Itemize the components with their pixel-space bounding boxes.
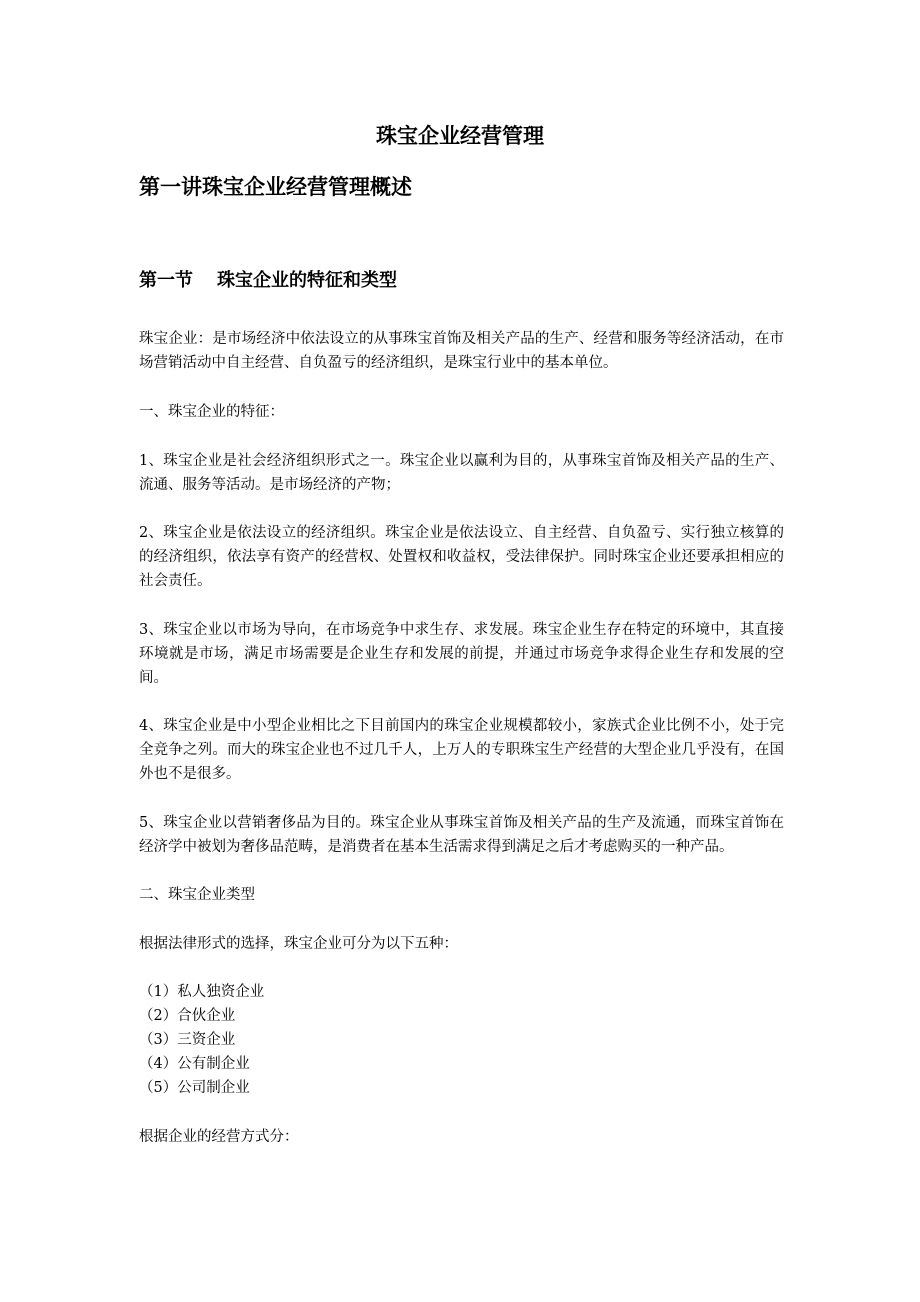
lecture-title: 第一讲珠宝企业经营管理概述 xyxy=(139,174,412,199)
legal-form-item-2: （2）合伙企业 xyxy=(139,1008,236,1024)
features-heading: 一、珠宝企业的特征： xyxy=(139,404,284,420)
feature-item-2: 2、珠宝企业是依法设立的经济组织。珠宝企业是依法设立、自主经营、自负盈亏、实行独立核算的的经济组织，依法享有资产的经营权、处置权和收益权，受法律保护。同时珠宝企业还要承担相应的社会责任。 xyxy=(139,525,784,589)
legal-form-item-3: （3）三资企业 xyxy=(139,1032,236,1048)
feature-item-4: 4、珠宝企业是中小型企业相比之下目前国内的珠宝企业规模都较小，家族式企业比例不小，处于完全竞争之列。而大的珠宝企业也不过几千人，上万人的专职珠宝生产经营的大型企业几乎没有，在国外也不是很多。 xyxy=(139,718,784,782)
feature-item-3: 3、珠宝企业以市场为导向，在市场竞争中求生存、求发展。珠宝企业生存在特定的环境中，其直接环境就是市场，满足市场需要是企业生存和发展的前提，并通过市场竞争求得企业生存和发展的空间。 xyxy=(139,622,784,686)
definition-paragraph: 珠宝企业：是市场经济中依法设立的从事珠宝首饰及相关产品的生产、经营和服务等经济活动，在市场营销活动中自主经营、自负盈亏的经济组织，是珠宝行业中的基本单位。 xyxy=(139,331,784,371)
feature-item-5: 5、珠宝企业以营销奢侈品为目的。珠宝企业从事珠宝首饰及相关产品的生产及流通，而珠宝首饰在经济学中被划为奢侈品范畴，是消费者在基本生活需求得到满足之后才考虑购买的一种产品。 xyxy=(139,815,784,855)
legal-form-item-5: （5）公司制企业 xyxy=(139,1080,250,1096)
operation-intro: 根据企业的经营方式分： xyxy=(139,1129,299,1145)
legal-form-item-1: （1）私人独资企业 xyxy=(139,984,265,1000)
legal-form-item-4: （4）公有制企业 xyxy=(139,1056,250,1072)
section-title: 珠宝企业的特征和类型 xyxy=(217,270,397,291)
types-heading: 二、珠宝企业类型 xyxy=(139,887,255,903)
legal-form-intro: 根据法律形式的选择，珠宝企业可分为以下五种： xyxy=(139,936,458,952)
feature-item-1: 1、珠宝企业是社会经济组织形式之一。珠宝企业以赢利为目的，从事珠宝首饰及相关产品的生产、流通、服务等活动。是市场经济的产物； xyxy=(139,453,784,493)
section-number: 第一节 xyxy=(139,270,193,291)
document-title: 珠宝企业经营管理 xyxy=(376,123,544,148)
section-heading xyxy=(139,268,784,294)
